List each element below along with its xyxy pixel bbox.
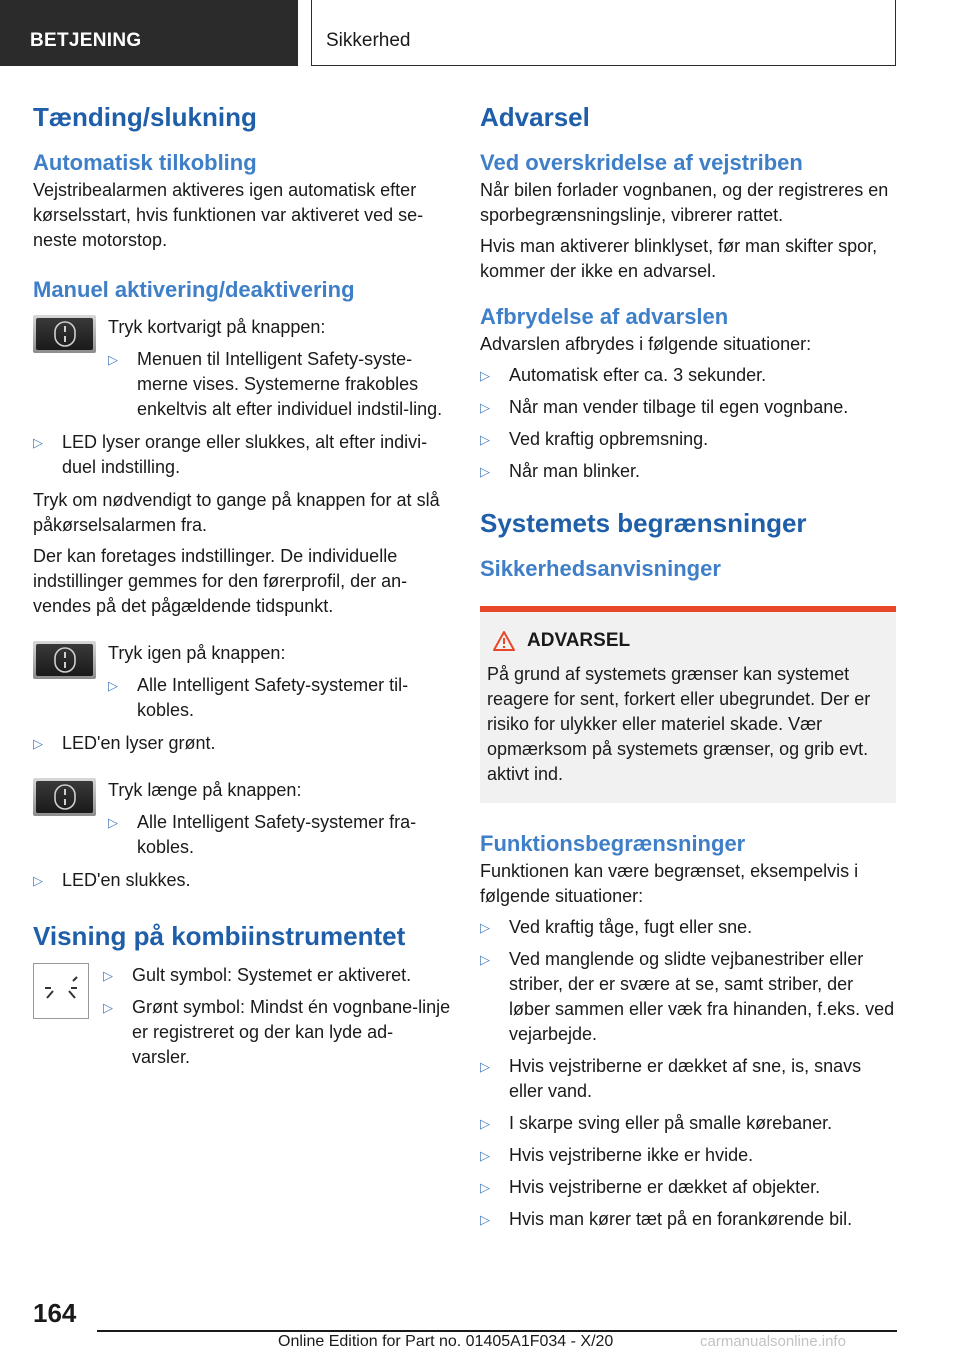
list-item: ▷ Automatisk efter ca. 3 sekunder. [480,363,896,388]
list-item: ▷ I skarpe sving eller på smalle kørebaner. [480,1111,896,1136]
triangle-right-icon: ▷ [108,815,118,830]
list-item: ▷ Ved kraftig tåge, fugt eller sne. [480,915,896,940]
heading-tending: Tænding/slukning [33,102,257,132]
triangle-right-icon: ▷ [108,678,118,693]
btn2-text: Tryk igen på knappen: [108,643,286,663]
heading-exceed: Ved overskridelse af vejstriben [480,150,803,175]
para-twice: Tryk om nødvendigt to gange på knappen for at slå påkørselsalarmen fra. [33,490,440,535]
triangle-right-icon: ▷ [103,1000,113,1015]
btn3-text: Tryk længe på knappen: [108,780,302,800]
list-item: ▷ Grønt symbol: Mindst én vognbane-linje er registreret og der kan lyde ad-varsler. [103,997,451,1067]
warning-title: ADVARSEL [487,630,888,652]
btn1-text: Tryk kortvarigt på knappen: [108,317,326,337]
para-exceed-2: Hvis man aktiverer blinklyset, før man skifter spor, kommer der ikke en advarsel. [480,236,878,281]
triangle-right-icon: ▷ [33,873,43,888]
triangle-right-icon: ▷ [480,920,490,935]
para-settings: Der kan foretages indstillinger. De individuelle indstillinger gemmes for den førerprofil, der an-vendes på det pågældende tidspunkt. [33,546,408,616]
list-item: ▷ Når man vender tilbage til egen vognbane. [480,395,896,420]
lane-button-icon [33,778,96,816]
right-column [480,100,896,1232]
list-item: ▷ Ved manglende og slidte vejbanestriber eller striber, der er svære at se, samt striber, der løber sammen eller væk fra hinanden, f.eks. ved vejarbejde. [480,949,895,1044]
list-item: ▷ LED lyser orange eller slukkes, alt efter indivi-duel indstilling. [33,432,428,477]
triangle-right-icon: ▷ [480,464,490,479]
warning-triangle-icon [493,631,515,651]
footer-divider [97,1330,897,1332]
list-item: ▷ Alle Intelligent Safety-systemer fra-kobles. [108,812,417,857]
para-interrupt: Advarslen afbrydes i følgende situationer: [480,334,812,354]
para-auto: Vejstribealarmen aktiveres igen automatisk efter kørselsstart, hvis funktionen var aktiveret ved se-neste motorstop. [33,180,424,250]
para-exceed-1: Når bilen forlader vognbanen, og der registreres en sporbegrænsningslinje, vibrerer rattet. [480,180,889,225]
triangle-right-icon: ▷ [480,1148,490,1163]
list-item: ▷ Hvis vejstriberne er dækket af sne, is, snavs eller vand. [480,1056,862,1101]
heading-auto: Automatisk tilkobling [33,150,257,175]
triangle-right-icon: ▷ [480,400,490,415]
list-item: ▷ Når man blinker. [480,459,896,484]
list-item: ▷ Hvis vejstriberne ikke er hvide. [480,1143,896,1168]
lane-departure-symbol-icon [33,963,89,1019]
page-number: 164 [33,1298,77,1328]
list-item: ▷ Hvis man kører tæt på en forankørende bil. [480,1207,896,1232]
triangle-right-icon: ▷ [33,736,43,751]
heading-warning: Advarsel [480,102,590,132]
heading-display: Visning på kombiinstrumentet [33,921,406,951]
footer-edition: Online Edition for Part no. 01405A1F034 - X/20 [278,1333,614,1350]
list-item: ▷ LED'en lyser grønt. [33,731,451,756]
triangle-right-icon: ▷ [480,952,490,967]
triangle-right-icon: ▷ [103,968,113,983]
list-item: ▷ LED'en slukkes. [33,868,451,893]
triangle-right-icon: ▷ [480,1212,490,1227]
left-column [33,100,451,1070]
footer-watermark[interactable]: carmanualsonline.info [700,1333,846,1350]
lane-button-icon [33,315,96,353]
para-func: Funktionen kan være begrænset, eksempelvis i følgende situationer: [480,861,859,906]
list-item: ▷ Menuen til Intelligent Safety-syste-merne vises. Systemerne frakobles enkeltvis alt efter individuel indstil-ling. [108,349,443,419]
warning-box [480,606,896,803]
triangle-right-icon: ▷ [480,1180,490,1195]
heading-limits: Systemets begrænsninger [480,508,807,538]
warning-text: På grund af systemets grænser kan systemet reagere for sent, forkert eller ubegrundet. Der er risiko for ulykker eller materiel skade. Vær opmærksom på systemets grænser, og grib evt. aktivt ind. [487,664,871,784]
section-tab: BETJENING [0,0,298,66]
page-header [0,0,960,66]
heading-manual: Manuel aktivering/deaktivering [33,277,355,302]
triangle-right-icon: ▷ [480,368,490,383]
list-item: ▷ Gult symbol: Systemet er aktiveret. [103,963,451,988]
triangle-right-icon: ▷ [33,435,43,450]
triangle-right-icon: ▷ [480,1116,490,1131]
button-instruction-1 [33,315,451,422]
triangle-right-icon: ▷ [480,432,490,447]
button-instruction-3 [33,778,451,860]
triangle-right-icon: ▷ [108,352,118,367]
heading-interrupt: Afbrydelse af advarslen [480,304,729,329]
lane-button-icon [33,641,96,679]
triangle-right-icon: ▷ [480,1059,490,1074]
display-symbol-row [33,963,451,1070]
list-item: ▷ Hvis vejstriberne er dækket af objekter. [480,1175,896,1200]
heading-safety: Sikkerhedsanvisninger [480,556,721,581]
list-item: ▷ Ved kraftig opbremsning. [480,427,896,452]
button-instruction-2 [33,641,451,723]
heading-func: Funktionsbegrænsninger [480,831,746,856]
list-item: ▷ Alle Intelligent Safety-systemer til-kobles. [108,675,409,720]
chapter-tab: Sikkerhed [311,0,896,66]
